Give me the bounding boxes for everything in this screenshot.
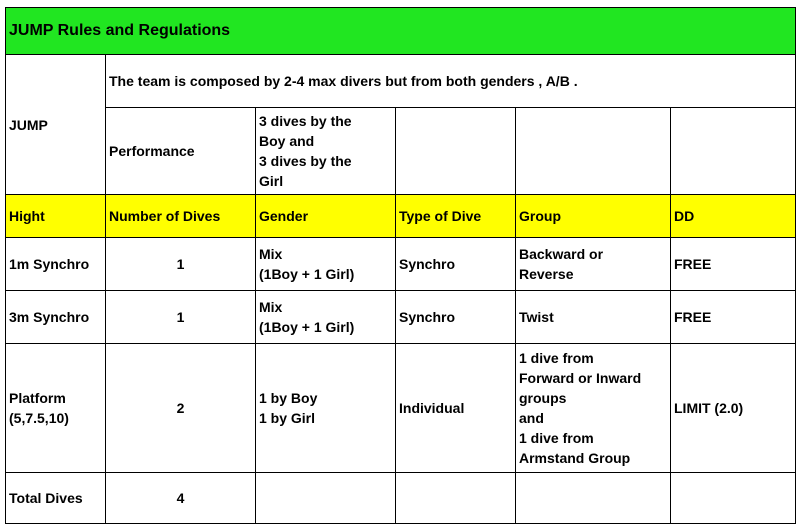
header-type-of-dive: Type of Dive bbox=[396, 195, 516, 238]
header-number-of-dives: Number of Dives bbox=[106, 195, 256, 238]
empty-cell bbox=[671, 473, 796, 524]
rules-table bbox=[5, 7, 796, 524]
team-note: The team is composed by 2-4 max divers but from both genders , A/B . bbox=[106, 55, 796, 108]
type-cell: Synchro bbox=[396, 291, 516, 344]
dd-cell: LIMIT (2.0) bbox=[671, 344, 796, 473]
gender-cell: Mix (1Boy + 1 Girl) bbox=[256, 291, 396, 344]
jump-label: JUMP bbox=[6, 55, 106, 195]
header-row bbox=[6, 195, 796, 238]
total-row bbox=[6, 473, 796, 524]
header-hight: Hight bbox=[6, 195, 106, 238]
gender-cell: Mix (1Boy + 1 Girl) bbox=[256, 238, 396, 291]
group-cell: Twist bbox=[516, 291, 671, 344]
hight-cell: Platform (5,7.5,10) bbox=[6, 344, 106, 473]
hight-cell: 3m Synchro bbox=[6, 291, 106, 344]
table-row bbox=[6, 344, 796, 473]
empty-cell bbox=[516, 108, 671, 195]
header-gender: Gender bbox=[256, 195, 396, 238]
performance-value: 3 dives by the Boy and 3 dives by the Girl bbox=[256, 108, 396, 195]
number-cell: 2 bbox=[106, 344, 256, 473]
group-cell: Backward or Reverse bbox=[516, 238, 671, 291]
empty-cell bbox=[671, 108, 796, 195]
total-label: Total Dives bbox=[6, 473, 106, 524]
empty-cell bbox=[396, 473, 516, 524]
header-dd: DD bbox=[671, 195, 796, 238]
gender-cell: 1 by Boy 1 by Girl bbox=[256, 344, 396, 473]
header-group: Group bbox=[516, 195, 671, 238]
type-cell: Synchro bbox=[396, 238, 516, 291]
total-value: 4 bbox=[106, 473, 256, 524]
table-row bbox=[6, 238, 796, 291]
dd-cell: FREE bbox=[671, 238, 796, 291]
number-cell: 1 bbox=[106, 291, 256, 344]
performance-label: Performance bbox=[106, 108, 256, 195]
empty-cell bbox=[516, 473, 671, 524]
empty-cell bbox=[256, 473, 396, 524]
group-cell: 1 dive from Forward or Inward groups and 1 dive from Armstand Group bbox=[516, 344, 671, 473]
empty-cell bbox=[396, 108, 516, 195]
table-row bbox=[6, 291, 796, 344]
table-title: JUMP Rules and Regulations bbox=[6, 8, 796, 55]
dd-cell: FREE bbox=[671, 291, 796, 344]
number-cell: 1 bbox=[106, 238, 256, 291]
hight-cell: 1m Synchro bbox=[6, 238, 106, 291]
type-cell: Individual bbox=[396, 344, 516, 473]
